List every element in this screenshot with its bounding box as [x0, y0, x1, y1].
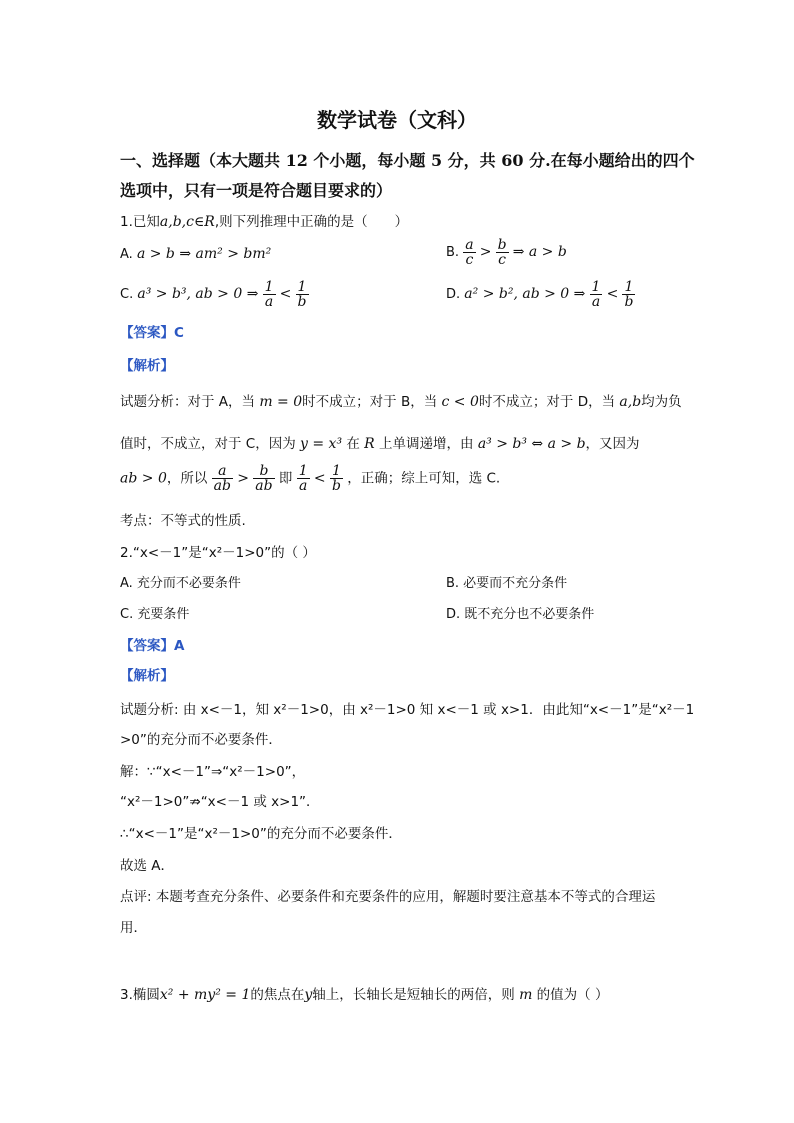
q2-comment-line2: 用． — [120, 920, 147, 936]
section-heading-line2: 选项中，只有一项是符合题目要求的） — [120, 181, 393, 200]
q2-analysis-line1: 试题分析: 由 x<－1，知 x²－1>0，由 x²－1>0 知 x<－1 或 x>1．由此知“x<－1”是“x²－1 — [120, 702, 695, 718]
q2-stem: 2.“x<－1”是“x²－1>0”的（ ） — [120, 545, 316, 561]
q2-option-a: A. 充分而不必要条件 — [120, 576, 241, 591]
q2-solution-line4: 故选 A． — [120, 858, 175, 874]
q1-option-d: D. a² > b², ab > 0 ⇒ $\frac{1}{a}$ < $\frac{1}{b}$ — [446, 279, 634, 310]
q1-analysis-tag: 【解析】 — [120, 358, 174, 374]
q1-answer: 【答案】C — [120, 325, 184, 341]
frac-b-over-c: $\frac{b}{c}$ — [497, 237, 507, 268]
q1-kaodian: 考点：不等式的性质. — [120, 513, 246, 529]
frac-1-over-a: $\frac{1}{a}$ — [264, 279, 274, 310]
q3-stem: 3.椭圆x² + my² = 1的焦点在y轴上，长轴长是短轴长的两倍，则 m 的值为（ ） — [120, 987, 609, 1003]
q2-solution-line3: ∴“x<－1”是“x²－1>0”的充分而不必要条件． — [120, 826, 402, 842]
q2-option-c: C. 充要条件 — [120, 607, 190, 622]
frac-1-over-b: $\frac{1}{b}$ — [624, 279, 634, 310]
q1-analysis-line3: ab > 0，所以 $\frac{a}{ab}$ > $\frac{b}{ab}$ 即 $\frac{1}{a}$ < $\frac{1}{b}$ ，正确；综上可知，选 C. — [120, 463, 501, 494]
q2-option-d: D. 既不充分也不必要条件 — [446, 607, 595, 622]
q2-option-b: B. 必要而不充分条件 — [446, 576, 568, 591]
q1-option-a: A. a > b ⇒ am² > bm² — [120, 246, 272, 262]
q2-solution-line2: “x²－1>0”⇏“x<－1 或 x>1”． — [120, 794, 320, 810]
frac-1-over-a: $\frac{1}{a}$ — [591, 279, 601, 310]
section-heading-line1: 一、选择题（本大题共 12 个小题，每小题 5 分，共 60 分.在每小题给出的四个 — [120, 151, 695, 170]
q2-answer: 【答案】A — [120, 638, 185, 654]
q1-option-b: B. $\frac{a}{c}$ > $\frac{b}{c}$ ⇒ a > b — [446, 237, 567, 268]
q2-analysis-tag: 【解析】 — [120, 668, 174, 684]
q1-analysis-line1: 试题分析：对于 A，当 m = 0时不成立；对于 B，当 c < 0时不成立；对于 D，当 a,b均为负 — [120, 394, 682, 410]
frac-a-over-c: $\frac{a}{c}$ — [465, 237, 474, 268]
q2-solution-line1: 解：∵“x<－1”⇒“x²－1>0”， — [120, 764, 306, 780]
frac-b-over-ab: $\frac{b}{ab}$ — [255, 463, 273, 494]
frac-1-over-b: $\frac{1}{b}$ — [297, 279, 307, 310]
q2-comment-line1: 点评: 本题考查充分条件、必要条件和充要条件的应用，解题时要注意基本不等式的合理运 — [120, 889, 656, 905]
frac-1-over-a: $\frac{1}{a}$ — [298, 463, 308, 494]
frac-a-over-ab: $\frac{a}{ab}$ — [213, 463, 231, 494]
q1-option-c: C. a³ > b³, ab > 0 ⇒ $\frac{1}{a}$ < $\frac{1}{b}$ — [120, 279, 307, 310]
q2-analysis-line2: >0”的充分而不必要条件． — [120, 732, 282, 748]
q1-analysis-line2: 值时，不成立，对于 C，因为 y = x³ 在 R 上单调递增，由 a³ > b³ ⇔ a > b，又因为 — [120, 436, 640, 452]
frac-1-over-b: $\frac{1}{b}$ — [331, 463, 341, 494]
page-title: 数学试卷（文科） — [317, 108, 477, 132]
q1-stem: 1.已知a,b,c∈R,则下列推理中正确的是（ ） — [120, 214, 409, 230]
